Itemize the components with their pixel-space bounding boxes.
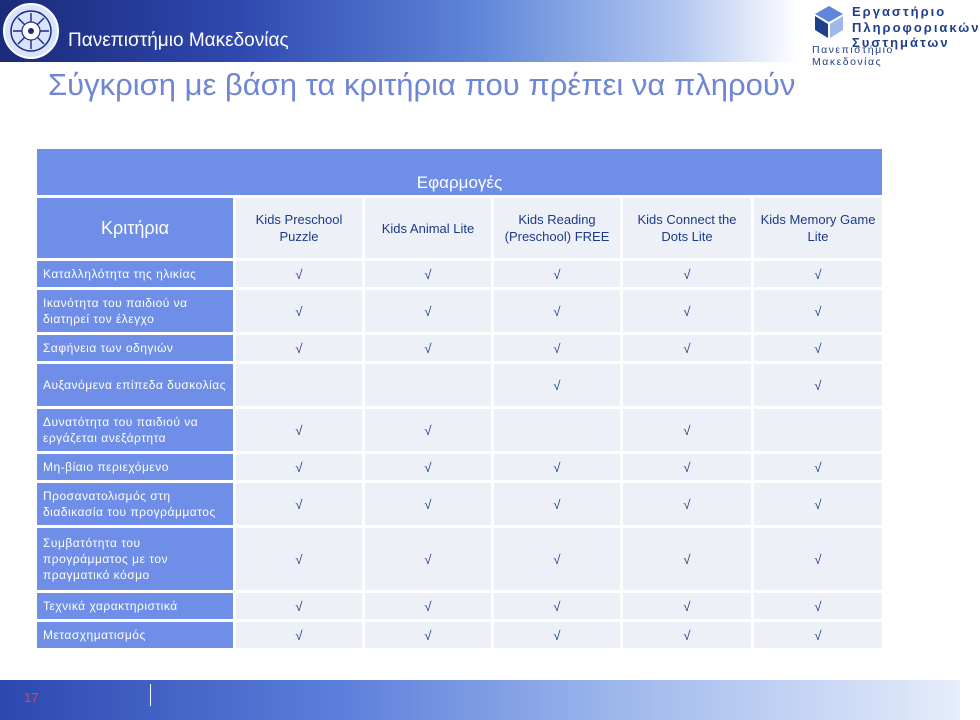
check-mark: √ [754,364,882,406]
check-mark: √ [494,593,620,619]
check-mark: √ [365,409,491,451]
check-mark: √ [623,454,751,480]
empty-cell [236,364,362,406]
check-mark: √ [365,335,491,361]
check-mark: √ [623,528,751,590]
criterion-label: Μετασχηματισμός [37,622,233,648]
check-mark: √ [365,528,491,590]
check-mark: √ [623,335,751,361]
column-header-row [37,198,882,258]
check-mark: √ [754,261,882,287]
table-row [37,335,882,361]
footer-band [0,680,960,720]
criterion-label: Μη-βίαιο περιεχόμενο [37,454,233,480]
table-row [37,622,882,648]
check-mark: √ [494,483,620,525]
table-row [37,409,882,451]
check-mark: √ [754,593,882,619]
university-name: Πανεπιστήμιο Μακεδονίας [68,30,289,51]
lab-cube-logo-icon [812,4,846,40]
check-mark: √ [236,593,362,619]
apps-group-header: Εφαρμογές [37,149,882,195]
criterion-label: Συμβατότητα του προγράμματος με τον πραγματικό κόσμο [37,528,233,590]
check-mark: √ [365,593,491,619]
apps-header-row [37,149,882,195]
app-header: Kids Animal Lite [365,198,491,258]
criterion-label: Ικανότητα του παιδιού να διατηρεί τον έλεγχο [37,290,233,332]
check-mark: √ [365,454,491,480]
check-mark: √ [754,335,882,361]
slide-title: Σύγκριση με βάση τα κριτήρια που πρέπει να πληρούν [48,67,796,102]
check-mark: √ [365,290,491,332]
check-mark: √ [494,335,620,361]
check-mark: √ [623,290,751,332]
check-mark: √ [365,483,491,525]
criterion-label: Αυξανόμενα επίπεδα δυσκολίας [37,364,233,406]
check-mark: √ [623,261,751,287]
criterion-label: Σαφήνεια των οδηγιών [37,335,233,361]
table-row [37,364,882,406]
check-mark: √ [365,261,491,287]
empty-cell [623,364,751,406]
check-mark: √ [236,409,362,451]
app-header: Kids Reading (Preschool) FREE [494,198,620,258]
criteria-comparison-table [34,146,885,651]
university-seal-icon [2,2,60,60]
empty-cell [494,409,620,451]
table-row [37,454,882,480]
criterion-label: Καταλληλότητα της ηλικίας [37,261,233,287]
check-mark: √ [754,290,882,332]
app-header: Kids Connect the Dots Lite [623,198,751,258]
criterion-label: Δυνατότητα του παιδιού να εργάζεται ανεξάρτητα [37,409,233,451]
check-mark: √ [623,622,751,648]
check-mark: √ [236,528,362,590]
table-row [37,483,882,525]
table-row [37,528,882,590]
check-mark: √ [494,261,620,287]
page-number: 17 [24,690,39,705]
table-row [37,593,882,619]
check-mark: √ [494,454,620,480]
check-mark: √ [365,622,491,648]
lab-university-line: Πανεπιστήμιο Μακεδονίας [812,44,894,68]
table-row [37,290,882,332]
check-mark: √ [236,290,362,332]
table-row [37,261,882,287]
check-mark: √ [754,622,882,648]
check-mark: √ [236,483,362,525]
criterion-label: Τεχνικά χαρακτηριστικά [37,593,233,619]
check-mark: √ [494,364,620,406]
check-mark: √ [623,483,751,525]
check-mark: √ [494,528,620,590]
slide-header [0,0,980,68]
check-mark: √ [494,290,620,332]
check-mark: √ [236,622,362,648]
check-mark: √ [623,409,751,451]
lab-name-line1: Εργαστήριο [852,4,947,19]
app-header: Kids Memory Game Lite [754,198,882,258]
check-mark: √ [236,454,362,480]
app-header: Kids Preschool Puzzle [236,198,362,258]
check-mark: √ [754,528,882,590]
criterion-label: Προσανατολισμός στη διαδικασία του προγράμματος [37,483,233,525]
check-mark: √ [623,593,751,619]
empty-cell [754,409,882,451]
check-mark: √ [754,454,882,480]
footer-divider [150,684,151,706]
lab-name-line2: Πληροφοριακών Συστημάτων [852,20,980,50]
check-mark: √ [236,335,362,361]
check-mark: √ [236,261,362,287]
check-mark: √ [754,483,882,525]
criteria-header: Κριτήρια [37,198,233,258]
empty-cell [365,364,491,406]
check-mark: √ [494,622,620,648]
